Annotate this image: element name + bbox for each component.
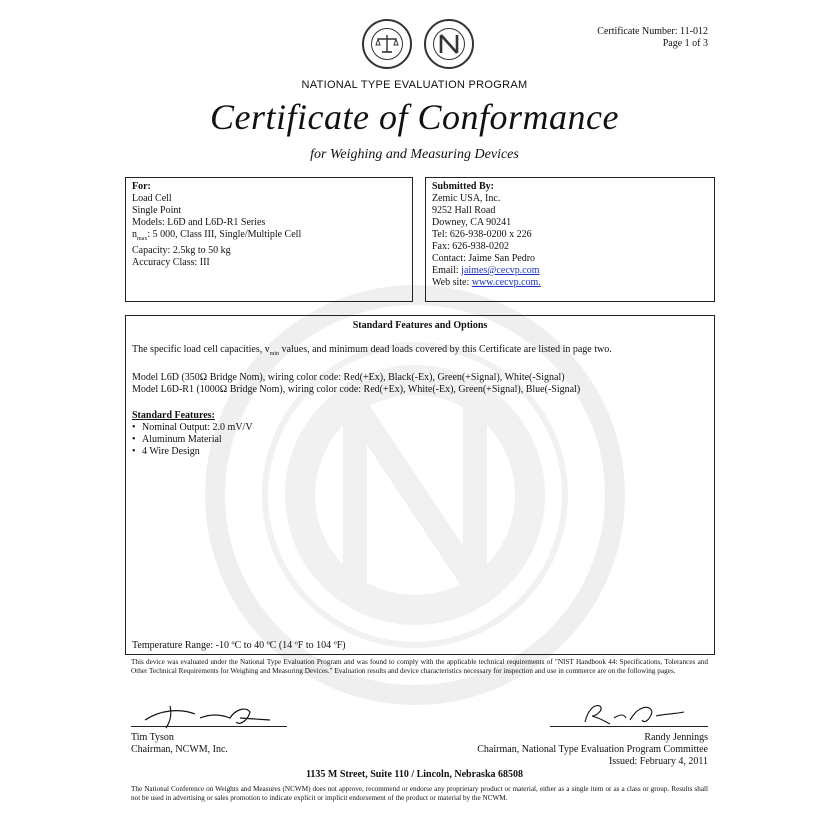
right-signer-title: Chairman, National Type Evaluation Program Committee (477, 744, 708, 755)
left-signer-name: Tim Tyson (131, 732, 174, 743)
features-box (125, 315, 715, 655)
email-line (432, 265, 708, 277)
page-number: Page 1 of 3 (662, 38, 708, 49)
feature-item: • 4 Wire Design (132, 446, 708, 458)
intro-subscript: min (269, 351, 280, 357)
submitted-box (425, 177, 715, 302)
right-signature-line (550, 726, 708, 727)
nmax-line: $n_{max}$: 5 000, Class III, Single/Multiple Cell (132, 229, 302, 242)
nmax-subscript: max (137, 236, 148, 242)
email-label: Email: (432, 265, 462, 276)
submitted-line: Tel: 626-938-0200 x 226 (432, 229, 532, 240)
ncwm-disclaimer: The National Conference on Weights and Measures (NCWM) does not approve, recommend or endorse any proprietary product or material, either as a single item or as a class or group. Results shall not be used in advertising or sales promotion to indicate explicit or implicit endorsement of the product or material by the NCWM. (131, 785, 708, 802)
feature-item: • Aluminum Material (132, 434, 708, 446)
randy-jennings-signature (580, 700, 690, 728)
ntep-logo-icon (438, 33, 460, 55)
temperature-range: Temperature Range: -10 ºC to 40 ºC (14 ºF to 104 ºF) (132, 640, 346, 651)
certificate-subtitle: for Weighing and Measuring Devices (310, 147, 519, 162)
web-line (432, 277, 708, 289)
model-l6d-line: Model L6D (350Ω Bridge Nom), wiring color code: Red(+Ex), Black(-Ex), Green(+Signal), White(-Signal) (132, 372, 565, 383)
website-link[interactable]: www.cecvp.com. (471, 277, 541, 288)
ncwm-address: 1135 M Street, Suite 110 / Lincoln, Nebraska 68508 (305, 769, 524, 780)
web-label: Web site: (432, 277, 472, 288)
for-line: Single Point (132, 205, 182, 216)
left-signer-title: Chairman, NCWM, Inc. (131, 744, 228, 755)
submitted-line: Downey, CA 90241 (432, 217, 512, 228)
standard-features-list (132, 422, 708, 458)
for-line: Models: L6D and L6D-R1 Series (132, 217, 266, 228)
email-link[interactable]: jaimes@cecvp.com (461, 265, 540, 276)
capacity-line: Capacity: 2.5kg to 50 kg (132, 245, 231, 256)
program-name: NATIONAL TYPE EVALUATION PROGRAM (301, 79, 528, 91)
submitted-line: 9252 Hall Road (432, 205, 496, 216)
features-intro (132, 344, 708, 360)
for-line: Load Cell (132, 193, 172, 204)
standard-features-heading: Standard Features: (132, 410, 215, 421)
feature-item: • Nominal Output: 2.0 mV/V (132, 422, 708, 434)
for-heading: For: (132, 181, 151, 192)
nmax-value: : 5 000, Class III, Single/Multiple Cell (147, 229, 302, 240)
scales-of-justice-icon (375, 34, 399, 54)
accuracy-line: Accuracy Class: III (132, 257, 210, 268)
right-signer-name: Randy Jennings (644, 732, 708, 743)
ncwm-seal (362, 19, 412, 69)
intro-text-b: values, and minimum dead loads covered by this Certificate are listed in page two. (279, 344, 612, 355)
intro-text-a: The specific load cell capacities, v (132, 344, 270, 355)
certificate-number: Certificate Number: 11-012 (597, 26, 708, 37)
features-heading: Standard Features and Options (352, 320, 488, 331)
for-box (125, 177, 413, 302)
submitted-line: Zemic USA, Inc. (432, 193, 501, 204)
left-signature-line (131, 726, 287, 727)
submitted-heading: Submitted By: (432, 181, 494, 192)
ntep-seal (424, 19, 474, 69)
compliance-statement: This device was evaluated under the National Type Evaluation Program and was found to comply with the applicable technical requirements of "NIST Handbook 44: Specifications, Tolerances and Other Technical Requirements for Weighing and Measuring Devices." Evaluation results and device characteristics necessary for inspection and use in commerce are on the following pages. (131, 658, 708, 675)
certificate-title: Certificate of Conformance (210, 97, 619, 137)
issued-date: Issued: February 4, 2011 (608, 756, 708, 767)
model-l6d-r1-line: Model L6D-R1 (1000Ω Bridge Nom), wiring color code: Red(+Ex), White(-Ex), Green(+Signal), Blue(-Signal) (132, 384, 581, 395)
submitted-line: Contact: Jaime San Pedro (432, 253, 536, 264)
submitted-line: Fax: 626-938-0202 (432, 241, 509, 252)
